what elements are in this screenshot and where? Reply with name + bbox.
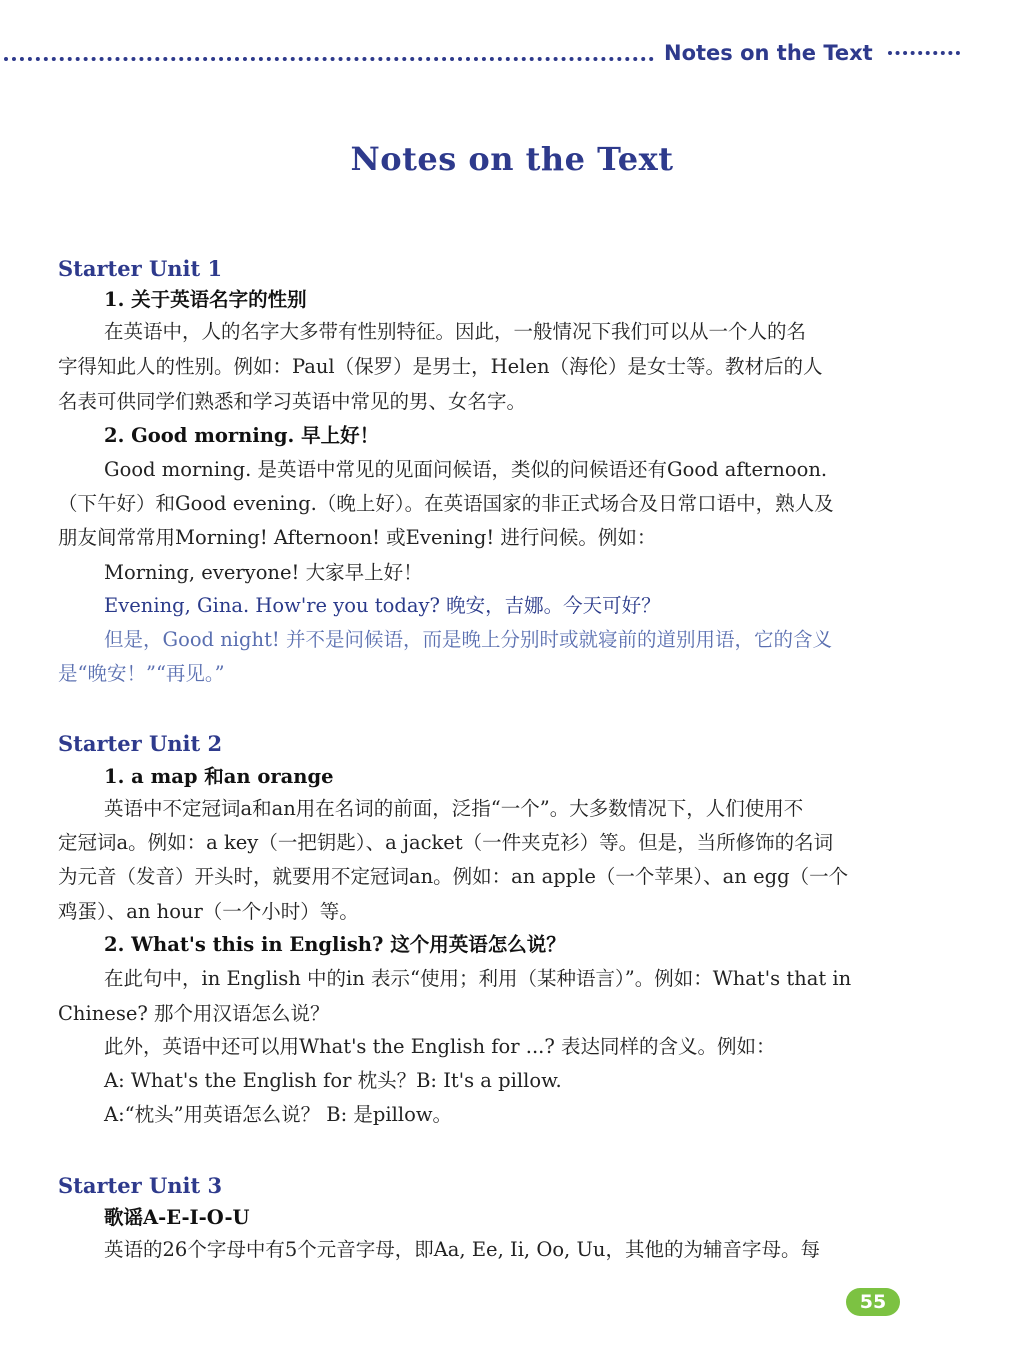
- unit3-item1-title: 歌谣A-E-I-O-U: [104, 1206, 250, 1229]
- unit1-heading: Starter Unit 1: [58, 256, 223, 281]
- running-header: [0, 40, 1024, 70]
- unit1-paragraph-line: Good morning. 是英语中常见的见面问候语，类似的问候语还有Good afternoon.: [104, 458, 828, 481]
- unit2-paragraph-line: 在此句中，in English 中的in 表示“使用；利用（某种语言）”。例如：What's that in: [104, 967, 852, 990]
- unit1-item2-title: 2. Good morning. 早上好！: [104, 424, 380, 447]
- unit2-paragraph-line: 鸡蛋）、an hour（一个小时）等。: [58, 900, 359, 923]
- unit2-paragraph-line: 此外，英语中还可以用What's the English for ...? 表达同样的含义。例如：: [104, 1035, 776, 1058]
- running-title: Notes on the Text: [664, 41, 873, 65]
- unit2-paragraph-line: 为元音（发音）开头时，就要用不定冠词an。例如：an apple（一个苹果）、an egg（一个: [58, 865, 849, 888]
- unit2-item2-title: 2. What's this in English? 这个用英语怎么说？: [104, 933, 566, 956]
- unit1-paragraph-line: 是“晚安！”“再见。”: [58, 662, 225, 685]
- page-number-badge: 55: [846, 1288, 900, 1316]
- unit1-example: Evening, Gina. How're you today? 晚安，吉娜。今天可好？: [104, 594, 661, 617]
- unit2-heading: Starter Unit 2: [58, 731, 223, 756]
- unit2-paragraph-line: Chinese? 那个用汉语怎么说？: [58, 1002, 330, 1025]
- header-dotted-rule-left: [4, 57, 654, 61]
- unit1-paragraph-line: 字得知此人的性别。例如：Paul（保罗）是男士，Helen（海伦）是女士等。教材后的人: [58, 355, 823, 378]
- unit1-item1-title: 1. 关于英语名字的性别: [104, 288, 307, 311]
- unit1-paragraph-line: 在英语中，人的名字大多带有性别特征。因此，一般情况下我们可以从一个人的名: [104, 320, 807, 343]
- unit1-paragraph-line: 名表可供同学们熟悉和学习英语中常见的男、女名字。: [58, 390, 527, 413]
- unit2-paragraph-line: 英语中不定冠词a和an用在名词的前面，泛指“一个”。大多数情况下，人们使用不: [104, 797, 804, 820]
- unit2-example: A: What's the English for 枕头？B: It's a pillow.: [104, 1069, 562, 1092]
- unit2-item1-title: 1. a map 和an orange: [104, 765, 334, 788]
- unit1-example: Morning, everyone! 大家早上好！: [104, 561, 423, 584]
- header-dotted-rule-right: [888, 51, 960, 55]
- unit2-example: A:“枕头”用英语怎么说？ B: 是pillow。: [104, 1103, 453, 1126]
- unit1-paragraph-line: 朋友间常常用Morning! Afternoon! 或Evening! 进行问候。例如：: [58, 526, 657, 549]
- unit3-heading: Starter Unit 3: [58, 1173, 223, 1198]
- unit2-paragraph-line: 定冠词a。例如：a key（一把钥匙）、a jacket（一件夹克衫）等。但是，当所修饰的名词: [58, 831, 834, 854]
- page-title: Notes on the Text: [350, 140, 674, 178]
- unit1-paragraph-line: 但是，Good night! 并不是问候语，而是晚上分别时或就寝前的道别用语，它的含义: [104, 628, 832, 651]
- unit3-paragraph-line: 英语的26个字母中有5个元音字母，即Aa, Ee, Ii, Oo, Uu，其他的为辅音字母。每: [104, 1238, 820, 1261]
- unit1-paragraph-line: （下午好）和Good evening.（晚上好）。在英语国家的非正式场合及日常口语中，熟人及: [58, 492, 834, 515]
